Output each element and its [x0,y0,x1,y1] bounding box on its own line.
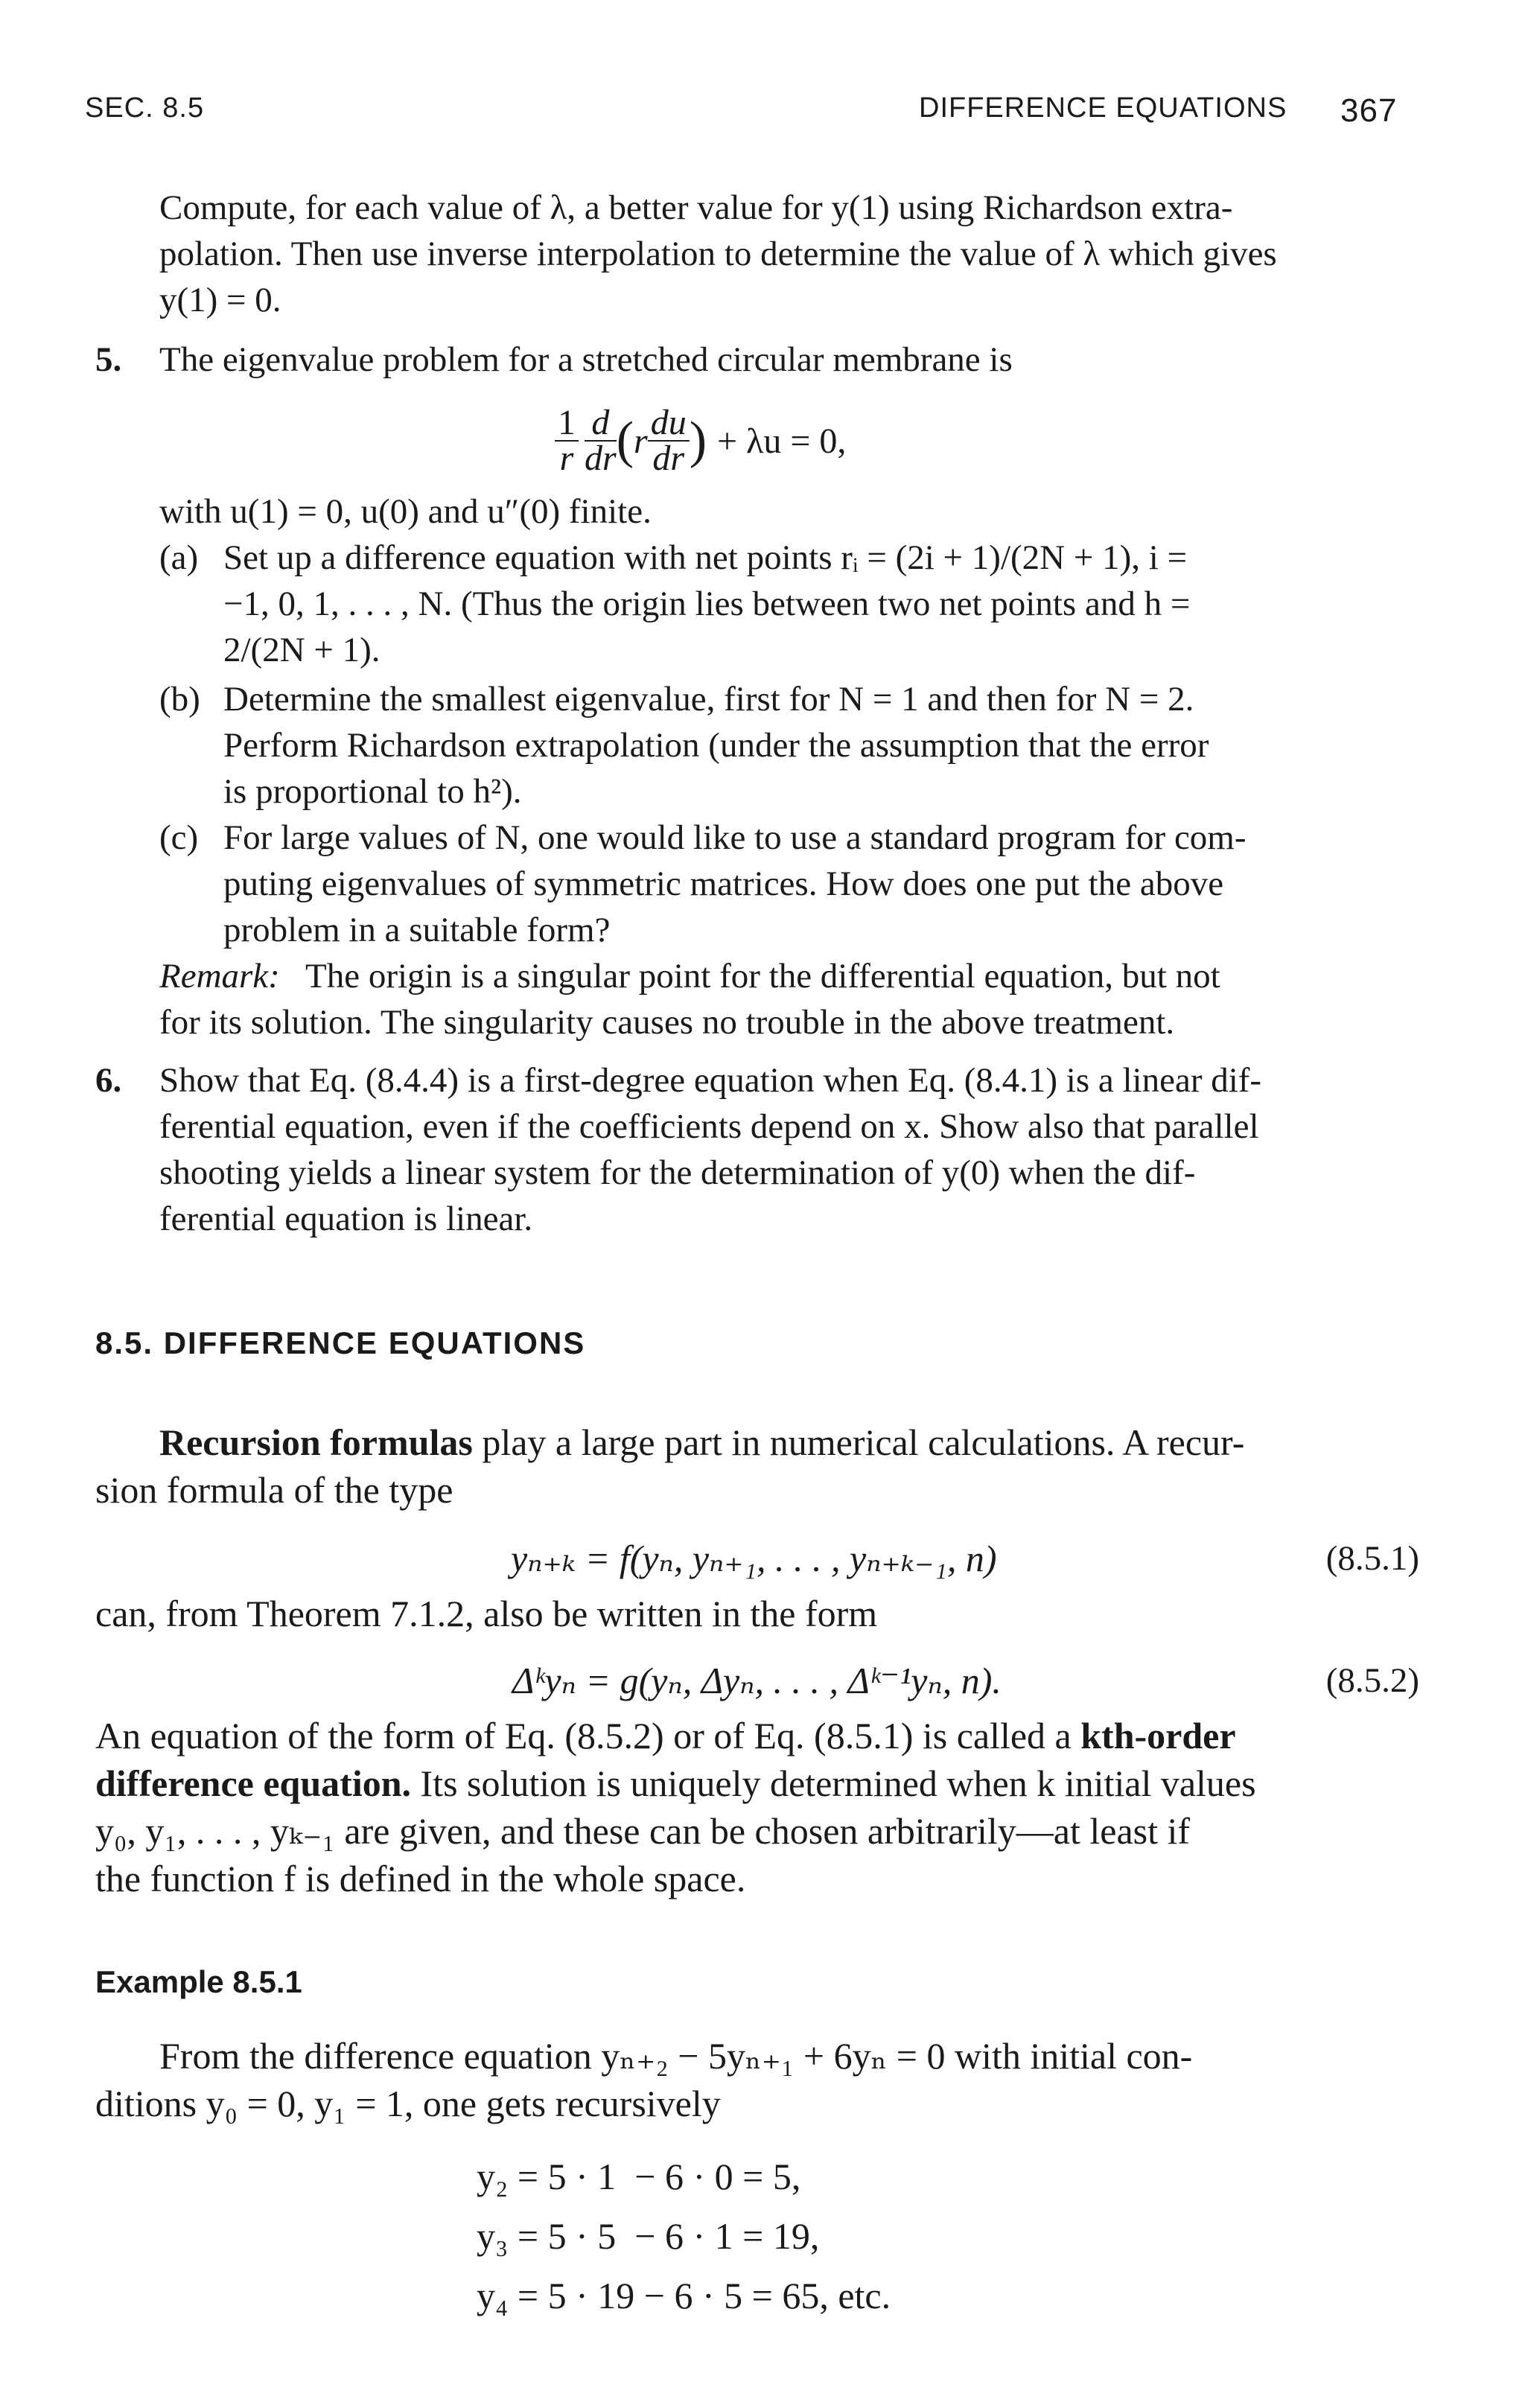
section-paragraph-3-line-2-rest: Its solution is uniquely determined when k initial values [411,1762,1256,1804]
kth-order-term: kth-order [1080,1715,1236,1756]
problem-5-conditions: with u(1) = 0, u(0) and u″(0) finite. [159,492,652,531]
remark-line-2: for its solution. The singularity causes no trouble in the above treatment. [159,1003,1175,1042]
section-paragraph-3-line-4: the function f is defined in the whole space. [95,1858,746,1899]
equation-8-5-2: Δᵏyₙ = g(yₙ, Δyₙ, . . . , Δᵏ⁻¹yₙ, n). [512,1660,1002,1701]
section-paragraph-3-line-3: y₀, y₁, . . . , yₖ₋₁ are given, and these can be chosen arbitrarily—at least if [95,1810,1191,1852]
problem-5b-line-2: Perform Richardson extrapolation (under the assumption that the error [223,726,1209,765]
problem-6-line-3: shooting yields a linear system for the determination of y(0) when the dif- [159,1153,1196,1192]
problem-5b-label: (b) [159,680,200,719]
section-paragraph-1-line-2: sion formula of the type [95,1469,453,1511]
equation-8-5-1-number: (8.5.1) [1325,1539,1419,1578]
example-line-2: ditions y₀ = 0, y₁ = 1, one gets recursively [95,2083,721,2124]
recursion-formulas-term: Recursion formulas [159,1421,473,1463]
problem-5a-line-1: Set up a difference equation with net points rᵢ = (2i + 1)/(2N + 1), i = [223,538,1188,577]
recursion-result-y4: y₄ = 5 · 19 − 6 · 5 = 65, etc. [477,2275,891,2316]
example-line-1: From the difference equation yₙ₊₂ − 5yₙ₊₁ + 6yₙ = 0 with initial con- [159,2035,1193,2077]
problem-5b-line-3: is proportional to h²). [223,772,522,811]
page-number: 367 [1340,92,1398,129]
problem-5-number: 5. [95,340,122,379]
problem-5-text: The eigenvalue problem for a stretched circular membrane is [159,340,1013,379]
problem-5b-line-1: Determine the smallest eigenvalue, first for N = 1 and then for N = 2. [223,680,1194,719]
recursion-result-y2: y₂ = 5 · 1 − 6 · 0 = 5, [477,2156,801,2197]
running-header-section: SEC. 8.5 [85,92,205,124]
intro-line-3: y(1) = 0. [159,281,281,319]
problem-5a-line-3: 2/(2N + 1). [223,631,381,669]
problem-5a-line-2: −1, 0, 1, . . . , N. (Thus the origin lies between two net points and h = [223,585,1191,623]
example-heading: Example 8.5.1 [95,1964,302,1999]
remark-line-1: The origin is a singular point for the differential equation, but not [305,957,1220,996]
problem-5c-line-3: problem in a suitable form? [223,911,611,949]
section-paragraph-1-rest: play a large part in numerical calculations. A recur- [472,1421,1245,1463]
running-header-title: DIFFERENCE EQUATIONS [919,92,1287,124]
section-paragraph-3-line-2 [95,1760,1256,1806]
problem-6-number: 6. [95,1061,122,1100]
problem-5a-label: (a) [159,538,199,577]
problem-6-line-1: Show that Eq. (8.4.4) is a first-degree equation when Eq. (8.4.1) is a linear dif- [159,1061,1262,1100]
section-paragraph-3-line-1 [95,1713,1236,1759]
recursion-result-y3: y₃ = 5 · 5 − 6 · 1 = 19, [477,2215,820,2257]
problem-5c-line-1: For large values of N, one would like to use a standard program for com- [223,818,1247,857]
section-paragraph-2: can, from Theorem 7.1.2, also be written in the form [95,1593,878,1634]
section-paragraph-1-line-1 [159,1419,1244,1465]
membrane-equation-tail: + λu = 0, [717,421,847,461]
problem-5c-line-2: puting eigenvalues of symmetric matrices. How does one put the above [223,864,1224,903]
problem-6-line-4: ferential equation is linear. [159,1200,533,1238]
difference-equation-term: difference equation. [95,1762,412,1804]
section-heading: 8.5. DIFFERENCE EQUATIONS [95,1325,586,1360]
equation-8-5-2-number: (8.5.2) [1325,1661,1419,1700]
problem-6-line-2: ferential equation, even if the coefficients depend on x. Show also that parallel [159,1107,1259,1146]
remark-label: Remark: [159,957,280,996]
equation-8-5-1: yₙ₊ₖ = f(yₙ, yₙ₊₁, . . . , yₙ₊ₖ₋₁, n) [511,1538,997,1579]
section-paragraph-3-start: An equation of the form of Eq. (8.5.2) or of Eq. (8.5.1) is called a [95,1715,1081,1756]
intro-line-1: Compute, for each value of λ, a better value for y(1) using Richardson extra- [159,188,1233,227]
problem-5c-label: (c) [159,818,199,857]
membrane-equation: $\frac{1}{r}$ $\frac{d}{dr}$ ( r $\frac{du}{dr}$ ) + λu = 0, [555,396,846,485]
intro-line-2: polation. Then use inverse interpolation to determine the value of λ which gives [159,235,1277,273]
